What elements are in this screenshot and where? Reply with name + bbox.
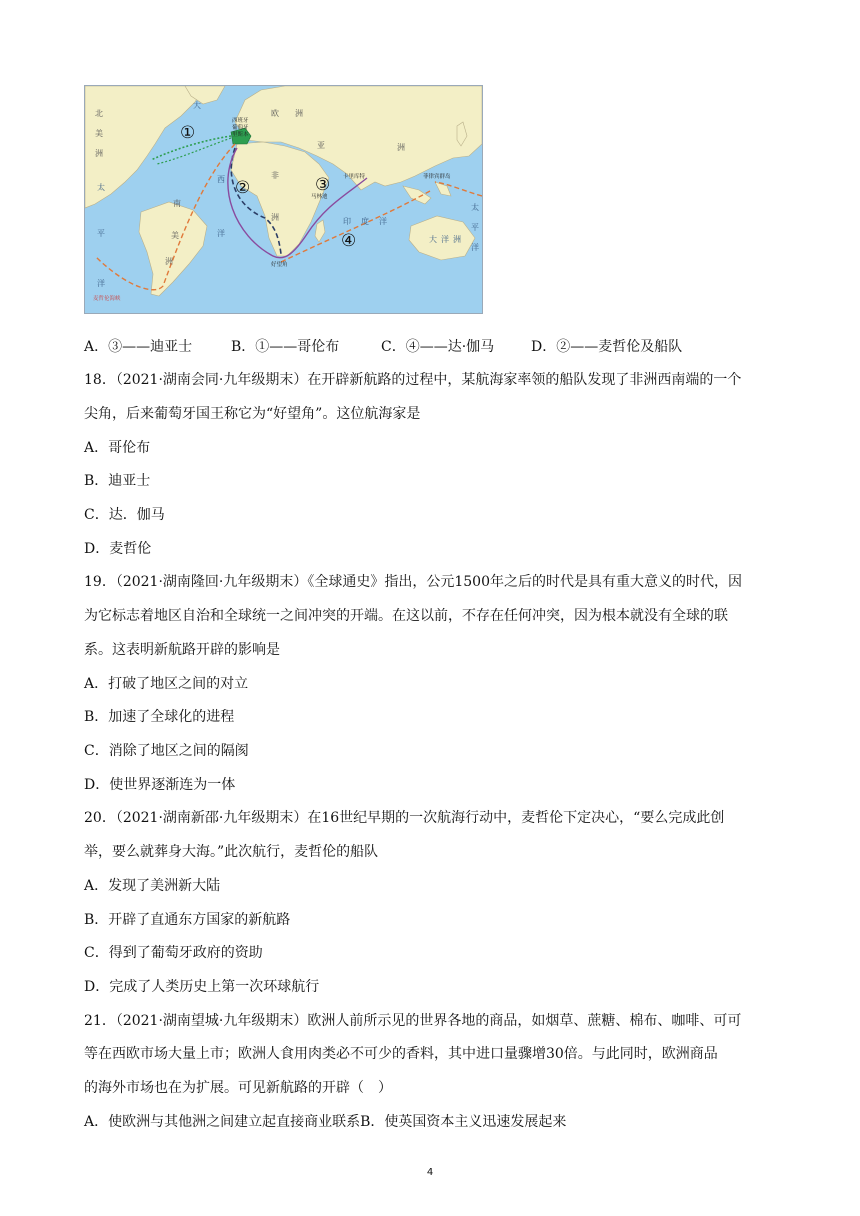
q20-option-d[interactable]: D．完成了人类历史上第一次环球航行 — [84, 979, 320, 995]
map-label-oc-2: 洋 — [441, 235, 449, 244]
map-ocean-atl-1: 大 — [193, 101, 201, 110]
q17-options — [84, 337, 682, 357]
map-ocean-pac-w-1: 太 — [97, 183, 105, 192]
q17-option-b[interactable]: B．①——哥伦布 — [231, 339, 340, 355]
map-label-eu-2: 洲 — [295, 109, 303, 118]
voyage-map — [84, 85, 483, 314]
map-label-eu-1: 欧 — [271, 109, 279, 118]
map-label-as-2: 洲 — [397, 143, 405, 152]
map-label-sa-1: 南 — [173, 199, 181, 208]
map-place-calicut: 卡里库特 — [343, 174, 366, 180]
q20-option-c[interactable]: C．得到了葡萄牙政府的资助 — [84, 945, 263, 961]
q19-option-d[interactable]: D．使世界逐渐连为一体 — [84, 777, 236, 793]
q21-options-line[interactable]: A．使欧洲与其他洲之间建立起直接商业联系B．使英国资本主义迅速发展起来 — [84, 1114, 567, 1130]
map-ocean-pac-e-3: 洋 — [471, 243, 479, 252]
map-label-af-1: 非 — [271, 171, 279, 180]
q21-stem-line2: 等在西欧市场大量上市；欧洲人食用肉类必不可少的香料，其中进口量骤增30倍。与此同时，欧洲商品 — [84, 1046, 718, 1062]
q19-stem-line2: 为它标志着地区自治和全球统一之间冲突的开端。在这以前，不存在任何冲突，因为根本就没有全球的联 — [84, 608, 728, 624]
map-place-lisbon: 里斯本 — [232, 132, 249, 138]
map-marker-2: ② — [235, 178, 251, 198]
voyage-map-svg — [85, 86, 482, 313]
q17-option-c[interactable]: C．④——达·伽马 — [381, 339, 495, 355]
map-marker-3: ③ — [315, 175, 331, 195]
q17-option-a[interactable]: A．③——迪亚士 — [84, 339, 193, 355]
map-place-portugal: 葡萄牙 — [232, 125, 249, 131]
q19-option-c[interactable]: C．消除了地区之间的隔阂 — [84, 743, 249, 759]
map-label-oc-3: 洲 — [453, 235, 461, 244]
q20-stem-line2: 举，要么就葬身大海。”此次航行，麦哲伦的船队 — [84, 844, 379, 860]
q20-option-a[interactable]: A．发现了美洲新大陆 — [84, 878, 221, 894]
map-label-af-2: 洲 — [271, 213, 279, 222]
map-place-cape-good-hope: 好望角 — [271, 262, 288, 268]
map-label-sa-3: 洲 — [165, 257, 173, 266]
q19-option-b[interactable]: B．加速了全球化的进程 — [84, 709, 235, 725]
map-ocean-pac-w-3: 洋 — [97, 279, 105, 288]
q19-stem-line1: 19．（2021·湖南隆回·九年级期末）《全球通史》指出，公元1500年之后的时代是具有重大意义的时代，因 — [84, 574, 742, 590]
map-label-na-2: 美 — [95, 129, 103, 138]
q18-option-c[interactable]: C．达．伽马 — [84, 507, 165, 523]
map-ocean-ind-1: 印 — [343, 217, 351, 226]
q18-stem-line2: 尖角，后来葡萄牙国王称它为“好望角”。这位航海家是 — [84, 406, 421, 422]
map-label-sa-2: 美 — [171, 231, 179, 240]
q20-option-b[interactable]: B．开辟了直通东方国家的新航路 — [84, 912, 291, 928]
map-label-as-1: 亚 — [317, 141, 325, 150]
q18-option-d[interactable]: D．麦哲伦 — [84, 541, 152, 557]
q18-option-a[interactable]: A．哥伦布 — [84, 440, 151, 456]
map-ocean-ind-3: 洋 — [379, 217, 387, 226]
q18-stem-line1: 18．（2021·湖南会同·九年级期末）在开辟新航路的过程中，某航海家率领的船队发现了非洲西南端的一个 — [84, 372, 742, 388]
map-ocean-atl-3: 洋 — [217, 229, 225, 238]
map-label-na-3: 洲 — [95, 149, 103, 158]
q19-stem-line3: 系。这表明新航路开辟的影响是 — [84, 642, 280, 658]
q21-stem-line3: 的海外市场也在为扩展。可见新航路的开辟（ ） — [84, 1080, 392, 1096]
map-ocean-atl-2: 西 — [217, 175, 225, 184]
q21-stem-line1: 21．（2021·湖南望城·九年级期末）欧洲人前所示见的世界各地的商品，如烟草、蔗糖、棉布、咖啡、可可 — [84, 1013, 742, 1029]
map-place-philippines: 菲律宾群岛 — [423, 174, 451, 180]
q17-option-d[interactable]: D．②——麦哲伦及船队 — [531, 339, 683, 355]
map-place-spain: 西班牙 — [232, 118, 249, 124]
map-ocean-pac-w-2: 平 — [97, 229, 105, 238]
q18-option-b[interactable]: B．迪亚士 — [84, 473, 151, 489]
map-ocean-pac-e-2: 平 — [471, 223, 479, 232]
map-marker-4: ④ — [341, 231, 357, 251]
map-ocean-ind-2: 度 — [361, 217, 369, 226]
map-marker-1: ① — [180, 123, 196, 143]
q20-stem-line1: 20．（2021·湖南新邵·九年级期末）在16世纪早期的一次航海行动中，麦哲伦下定决心，“要么完成此创 — [84, 810, 725, 826]
map-place-magellan-strait: 麦哲伦海峡 — [93, 296, 121, 302]
map-label-na-1: 北 — [95, 109, 103, 118]
q19-option-a[interactable]: A．打破了地区之间的对立 — [84, 676, 249, 692]
map-place-malindi: 马林迪 — [311, 194, 328, 200]
map-label-oc-1: 大 — [429, 235, 437, 244]
page-number: 4 — [426, 1167, 434, 1178]
map-ocean-pac-e-1: 太 — [471, 203, 479, 212]
